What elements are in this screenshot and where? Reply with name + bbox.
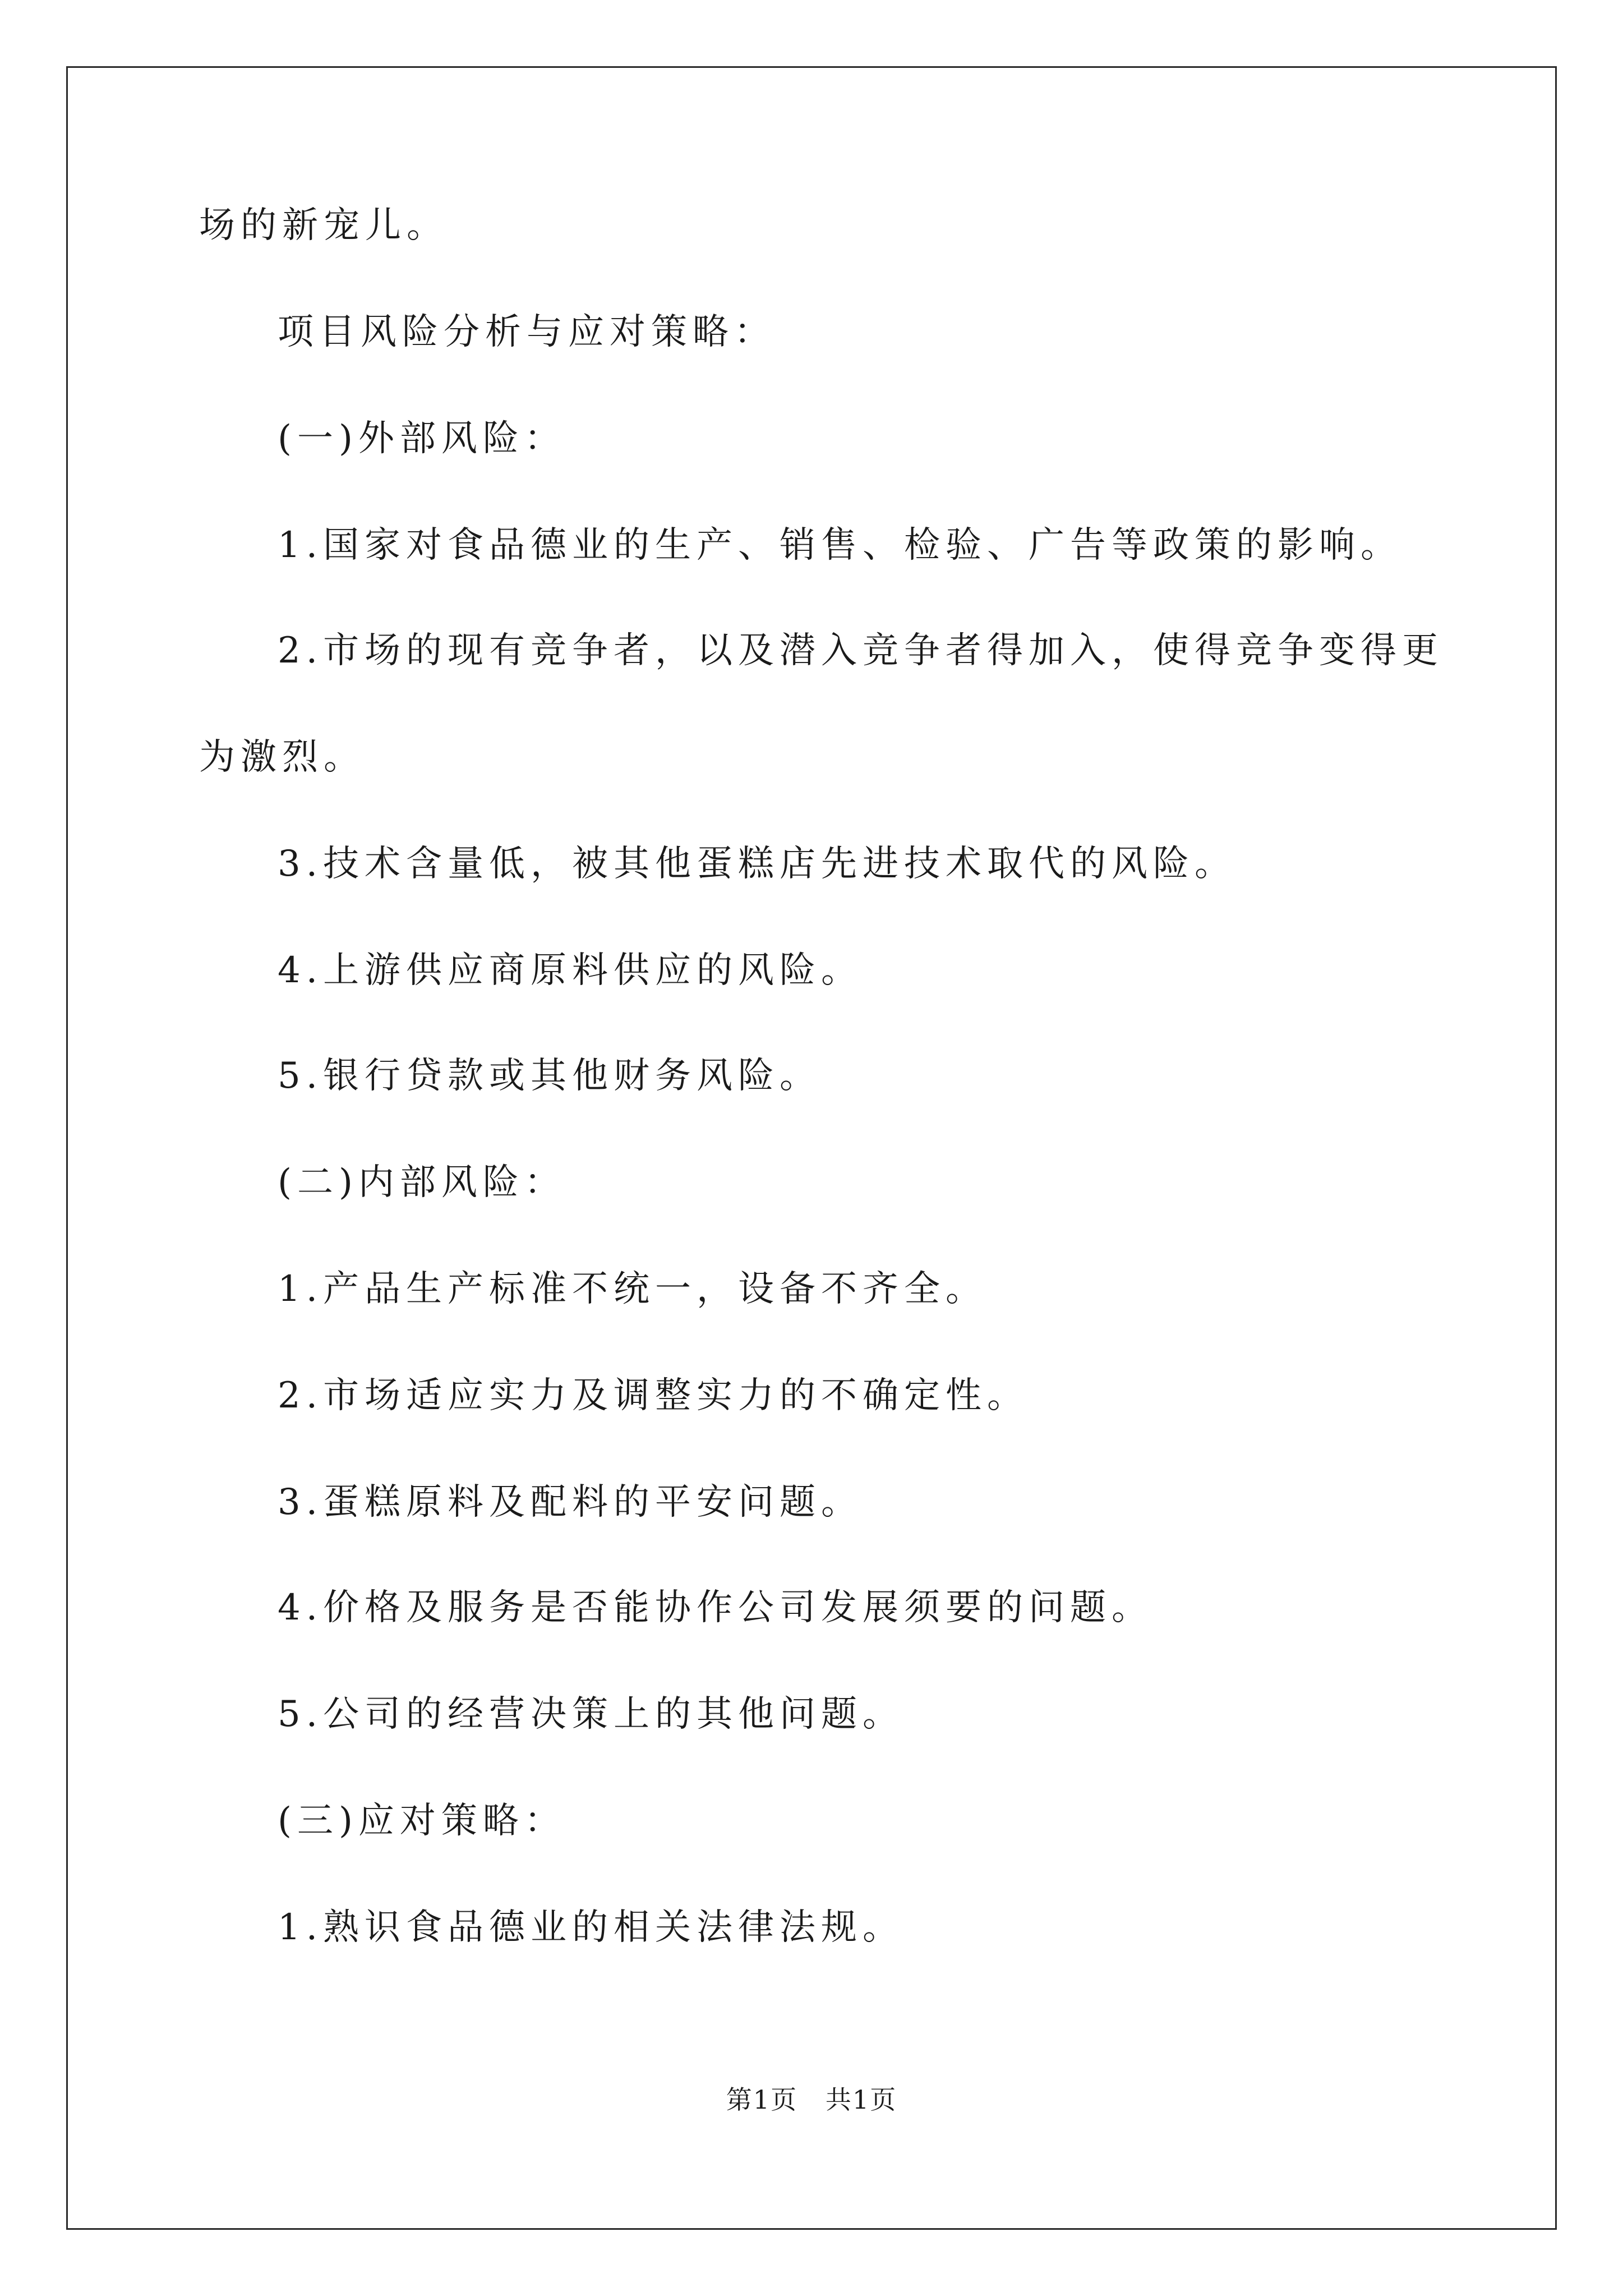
paragraph-line: 场的新宠儿。 <box>199 205 448 246</box>
page-border <box>66 66 1557 2230</box>
subsection-heading: (一)外部风险： <box>278 418 566 459</box>
list-item: 3.蛋糕原料及配料的平安问题。 <box>278 1481 863 1523</box>
list-item: 1.国家对食品德业的生产、销售、检验、广告等政策的影响。 <box>278 524 1403 566</box>
section-heading: 项目风险分析与应对策略： <box>278 311 776 353</box>
list-item: 3.技术含量低，被其他蛋糕店先进技术取代的风险。 <box>278 843 1237 885</box>
list-item: 5.银行贷款或其他财务风险。 <box>278 1055 822 1097</box>
list-item: 2.市场的现有竞争者，以及潜入竞争者得加入，使得竞争变得更 <box>278 630 1444 671</box>
list-item: 5.公司的经营决策上的其他问题。 <box>278 1694 905 1735</box>
subsection-heading: (二)内部风险： <box>278 1162 566 1203</box>
subsection-heading: (三)应对策略： <box>278 1800 566 1842</box>
page-number: 第1页 共1页 <box>726 2085 897 2115</box>
list-item: 1.产品生产标准不统一，设备不齐全。 <box>278 1268 988 1310</box>
list-item-continuation: 为激烈。 <box>199 737 365 778</box>
list-item: 4.上游供应商原料供应的风险。 <box>278 950 863 991</box>
list-item: 4.价格及服务是否能协作公司发展须要的问题。 <box>278 1587 1154 1628</box>
list-item: 2.市场适应实力及调整实力的不确定性。 <box>278 1375 1029 1416</box>
list-item: 1.熟识食品德业的相关法律法规。 <box>278 1907 905 1948</box>
